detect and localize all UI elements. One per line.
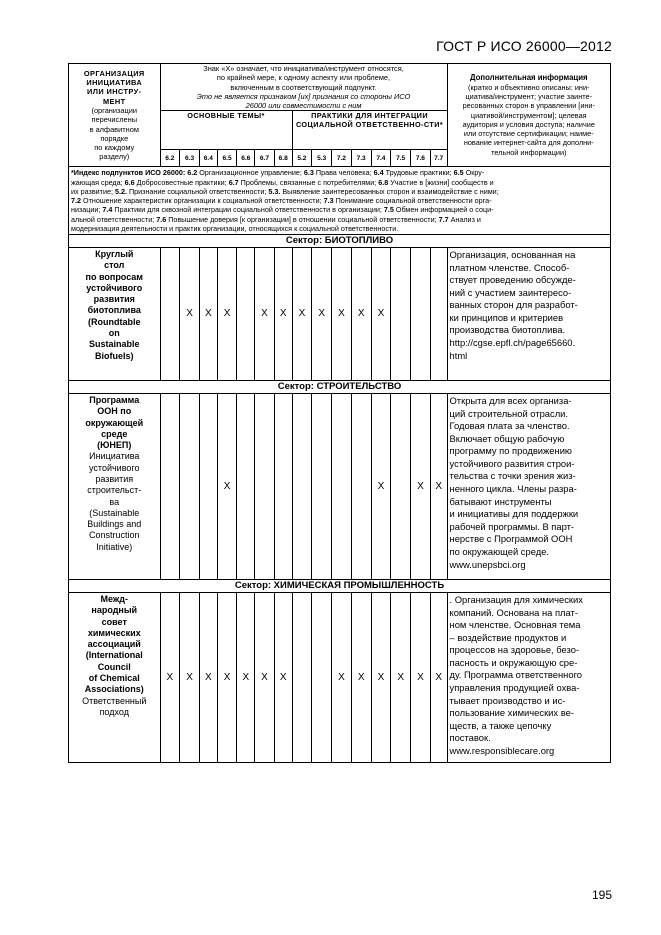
additional-info-line: ванных сторон для разработ- [449, 299, 578, 311]
additional-info-line: программу по продвижению [449, 445, 572, 457]
sector-header: Сектор: ХИМИЧЕСКАЯ ПРОМЫШЛЕННОСТЬ [69, 579, 611, 592]
organization-name [69, 247, 161, 380]
column-number: 7.7 [430, 150, 447, 167]
subclause-legend-line: модернизация деятельности и практик организации, относящихся к социальной ответственности. [71, 223, 399, 233]
organization-name [69, 393, 161, 579]
coverage-mark: X [180, 247, 200, 380]
x-mark-note-line: Знак «X» означает, что инициатива/инструмент относятся, [203, 64, 404, 73]
coverage-mark [430, 247, 447, 380]
coverage-mark: X [351, 592, 371, 762]
coverage-mark: X [292, 247, 312, 380]
organization-name-line: (International [85, 650, 143, 661]
org-column-header-line: МЕНТ [102, 96, 126, 106]
additional-info-line: http://cgse.epfl.ch/page65660. [449, 337, 576, 349]
additional-info-line: ном членстве. Основная тема [449, 619, 581, 631]
coverage-mark: X [312, 247, 332, 380]
additional-info-line: производства биотоплива. [449, 324, 566, 336]
additional-info [447, 393, 610, 579]
organization-name-line: Sustainable [89, 339, 140, 350]
coverage-mark: X [217, 592, 237, 762]
additional-info-line: пользование химических ве- [449, 707, 574, 719]
coverage-mark [237, 247, 255, 380]
coverage-mark: X [332, 247, 352, 380]
coverage-mark [312, 592, 332, 762]
coverage-mark: X [332, 592, 352, 762]
coverage-mark: X [430, 393, 447, 579]
additional-info-line: платном членстве. Способ- [449, 261, 570, 273]
additional-info-line: батывают инструменты [449, 495, 552, 507]
organization-name-line: Инициатива [89, 451, 140, 462]
organization-name-line: Программа [89, 394, 140, 405]
x-mark-note-line: включенным в соответствующий подпункт. [230, 82, 377, 92]
organization-name-line: среде [101, 428, 128, 439]
subclause-legend-line: альной ответственности; 7.6 Повышение доверия [к организации] в отношении социальной ответственности; 7.7 Анализ и [71, 214, 481, 224]
additional-info-line: тельства с точки зрения жиз- [449, 470, 576, 482]
additional-info-line: устойчивого развития строи- [449, 457, 575, 469]
additional-info-text-line: аудитория и условия доступа; наличие [462, 119, 595, 129]
main-themes-header: ОСНОВНЫЕ ТЕМЫ* [160, 111, 292, 150]
coverage-mark: X [217, 393, 237, 579]
column-number: 6.3 [180, 150, 200, 167]
column-number: 7.5 [391, 150, 411, 167]
coverage-mark [160, 393, 180, 579]
additional-info-line: Организация, основанная на [449, 248, 576, 260]
org-column-header [69, 64, 161, 167]
additional-info-line: – воздействие продуктов и [449, 631, 567, 643]
additional-info-line: рабочей программы. В парт- [449, 520, 575, 532]
additional-info-line: ний с участием заинтересо- [449, 286, 572, 298]
organization-name-line: народный [91, 605, 138, 616]
x-mark-note [160, 64, 447, 111]
column-number: 7.3 [351, 150, 371, 167]
column-number: 7.4 [371, 150, 391, 167]
organization-name-line: стол [104, 260, 125, 271]
organization-name-line: по вопросам [85, 271, 143, 282]
coverage-mark: X [237, 592, 255, 762]
organization-name-line: on [108, 327, 120, 338]
column-number: 5.2 [292, 150, 312, 167]
additional-info-text-line: или отсутствие сертификации; наиме- [463, 129, 594, 139]
organization-name-line: ООН по [97, 406, 132, 417]
organization-name-line: устойчивого [89, 462, 140, 473]
organization-name-line: Construction [88, 530, 140, 541]
organization-name-line: строительст- [87, 485, 142, 496]
x-mark-note-line: по крайней мере, к одному аспекту или проблеме, [216, 73, 391, 83]
organization-name-line: (Sustainable [89, 507, 140, 518]
coverage-mark: X [391, 592, 411, 762]
additional-info [447, 592, 610, 762]
additional-info-text-line: нование интернет-сайта для дополни- [463, 138, 594, 148]
org-column-header-line: порядке [100, 133, 129, 143]
organization-name-line: ва [109, 496, 120, 507]
coverage-mark: X [255, 592, 275, 762]
coverage-mark: X [351, 247, 371, 380]
column-number: 6.2 [160, 150, 180, 167]
additional-info-header [447, 64, 610, 167]
additional-info-line: ки принципов и критериев [449, 311, 564, 323]
document-header: ГОСТ Р ИСО 26000—2012 [436, 38, 612, 54]
additional-info-text-line: (кратко и объективно описаны: ини- [468, 82, 590, 92]
organization-name-line: подход [99, 706, 129, 717]
organization-name-line: окружающей [85, 417, 144, 428]
sector-header: Сектор: СТРОИТЕЛЬСТВО [69, 380, 611, 393]
organization-name-line: Biofuels) [95, 350, 134, 361]
practices-header: ПРАКТИКИ ДЛЯ ИНТЕГРАЦИИ СОЦИАЛЬНОЙ ОТВЕТСТВЕННО-СТИ* [292, 111, 447, 150]
coverage-mark: X [180, 592, 200, 762]
organization-name-line: (ЮНЕП) [97, 440, 132, 451]
table-row [69, 247, 611, 380]
subclause-legend-line: 7.2 Отношение характеристик организации к социальной ответственности; 7.3 Понимание социальной ответственности орга- [71, 196, 492, 206]
org-column-header-line: ИНИЦИАТИВА [86, 78, 143, 88]
additional-info-line: нерстве с Программой ООН [449, 533, 573, 545]
column-number: 5.3 [312, 150, 332, 167]
org-column-header-line: ОРГАНИЗАЦИЯ [83, 68, 145, 78]
additional-info [447, 247, 610, 380]
organization-name-line: биотоплива [87, 305, 141, 316]
additional-info-line: ненного цикла. Члены разра- [449, 483, 577, 495]
organization-name-line: Associations) [84, 684, 144, 695]
additional-info-line: html [449, 349, 468, 361]
organization-name [69, 592, 161, 762]
coverage-mark [237, 393, 255, 579]
coverage-mark: X [160, 592, 180, 762]
coverage-mark: X [371, 393, 391, 579]
additional-info-line: www.unepsbci.org [449, 558, 526, 570]
coverage-mark [255, 393, 275, 579]
coverage-mark: X [200, 247, 218, 380]
coverage-mark [332, 393, 352, 579]
column-number: 6.8 [274, 150, 292, 167]
x-mark-note-italic-line: 26000 или совместимости с ним [245, 101, 362, 111]
additional-info-line: компаний. Основана на плат- [449, 606, 578, 618]
coverage-mark: X [255, 247, 275, 380]
organization-name-line: Ответственный [82, 695, 147, 706]
coverage-mark: X [371, 592, 391, 762]
additional-info-text-line: циативой/инструментом]; целевая [470, 110, 587, 120]
coverage-mark [411, 247, 431, 380]
additional-info-line: Включает общую рабочую [449, 432, 565, 444]
coverage-mark [292, 393, 312, 579]
table-row [69, 393, 611, 579]
coverage-mark: X [217, 247, 237, 380]
column-number: 6.7 [255, 150, 275, 167]
organization-name-line: of Chemical [88, 672, 140, 683]
coverage-mark: X [430, 592, 447, 762]
coverage-mark [180, 393, 200, 579]
organization-name-line: устойчивого [86, 282, 143, 293]
coverage-mark [312, 393, 332, 579]
coverage-mark [351, 393, 371, 579]
organization-name-line: Круглый [95, 248, 134, 259]
organization-name-line: Buildings and [87, 519, 142, 530]
org-column-header-line: разделу) [99, 152, 130, 162]
coverage-mark: X [274, 592, 292, 762]
organization-name-line: развития [93, 294, 135, 305]
table-row [69, 592, 611, 762]
subclause-legend-line: *Индекс подпунктов ИСО 26000: 6.2 Организационное управление; 6.3 Права человека; 6.4 Трудовые практики; 6.5 Окру- [71, 168, 485, 178]
additional-info-text-line: циатива/инструмент; участие заинте- [465, 92, 593, 101]
organization-name-line: совет [101, 616, 127, 627]
additional-info-line: Годовая плата за членство. [449, 420, 570, 432]
org-column-header-line: перечислены [91, 115, 138, 125]
coverage-mark: X [274, 247, 292, 380]
org-column-header-line: в алфавитном [89, 124, 139, 134]
additional-info-line: ду. Программа ответственного [449, 669, 582, 681]
additional-info-line: www.responsiblecare.org [449, 745, 555, 757]
organization-name-line: Межд- [100, 593, 128, 604]
additional-info-line: по окружающей среде. [449, 546, 550, 558]
column-number: 6.5 [217, 150, 237, 167]
coverage-mark [391, 247, 411, 380]
organization-name-line: (Roundtable [88, 316, 141, 327]
coverage-mark: X [411, 592, 431, 762]
additional-info-line: . Организация для химических [449, 593, 583, 605]
org-column-header-line: (организации [91, 105, 138, 115]
coverage-mark [160, 247, 180, 380]
org-column-header-line: по каждому [94, 143, 135, 153]
coverage-mark: X [371, 247, 391, 380]
organization-name-line: Initiative) [96, 541, 133, 552]
additional-info-line: управления продукцией охва- [449, 682, 580, 694]
additional-info-line: ществ, а также цепочку [449, 719, 552, 731]
coverage-mark [274, 393, 292, 579]
coverage-mark: X [200, 592, 218, 762]
column-number: 7.6 [411, 150, 431, 167]
additional-info-line: пасность и окружающую сре- [449, 656, 578, 668]
initiatives-table [68, 63, 611, 763]
coverage-mark [200, 393, 218, 579]
additional-info-line: ций строительной отрасли. [449, 407, 569, 419]
sector-header: Сектор: БИОТОПЛИВО [69, 234, 611, 247]
organization-name-line: развития [95, 473, 134, 484]
additional-info-line: тывает производство и ис- [449, 694, 566, 706]
organization-name-line: химических [87, 627, 141, 638]
org-column-header-line: ИЛИ ИНСТРУ- [87, 87, 142, 97]
column-number: 7.2 [332, 150, 352, 167]
additional-info-line: поставок. [449, 732, 491, 744]
coverage-mark [391, 393, 411, 579]
organization-name-line: Council [97, 661, 131, 672]
column-number: 6.4 [200, 150, 218, 167]
additional-info-line: ствует проведению обсужде- [449, 274, 576, 286]
subclause-legend [69, 167, 611, 234]
additional-info-line: и инициативы для поддержки [449, 508, 579, 520]
page-number: 195 [591, 888, 612, 902]
subclause-legend-line: низации; 7.4 Практики для сквозной интеграции социальной ответственности в организации; 7.5 Обмен информацией о соци- [71, 205, 494, 215]
column-number: 6.6 [237, 150, 255, 167]
additional-info-text-line: ресованных сторон в управлении [ини- [462, 101, 595, 111]
additional-info-line: Открыта для всех организа- [449, 394, 572, 406]
additional-info-title: Дополнительная информация [469, 73, 588, 83]
organization-name-line: ассоциаций [87, 639, 141, 650]
subclause-legend-line: их развитие; 5.2. Признание социальной ответственности; 5.3. Выявление заинтересованных сторон и взаимодействие с ними; [71, 186, 499, 196]
x-mark-note-italic-line: Это не является признаком [их] признания со стороны ИСО [196, 91, 411, 101]
additional-info-text-line: тельной информации) [491, 147, 567, 157]
coverage-mark: X [411, 393, 431, 579]
subclause-legend-line: жающая среда; 6.6 Добросовестные практики; 6.7 Проблемы, связанные с потребителями; 6.8 Участие в [жизни] сообществ и [71, 177, 494, 187]
coverage-mark [292, 592, 312, 762]
additional-info-line: процессов на здоровье, безо- [449, 644, 580, 656]
